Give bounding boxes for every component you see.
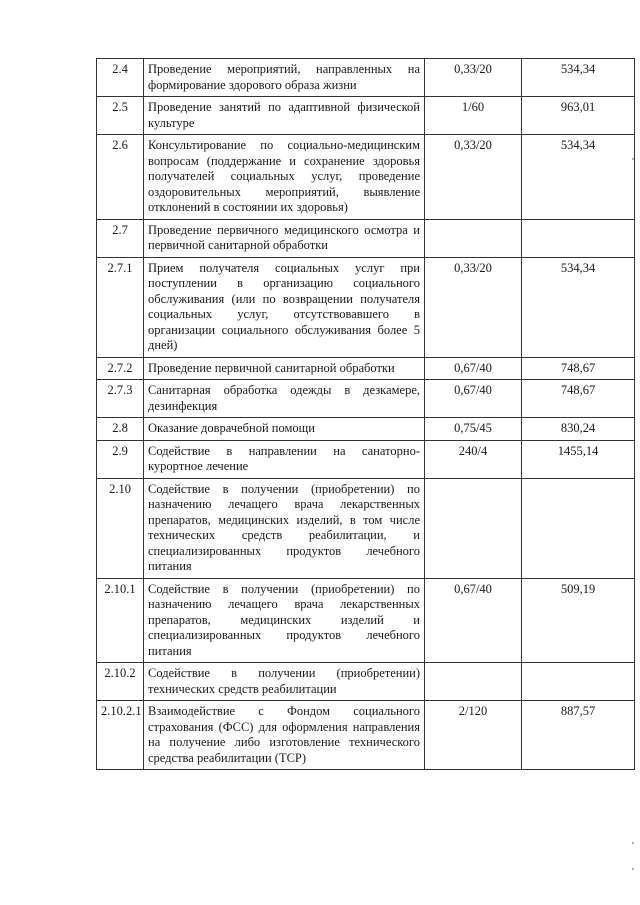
- scan-mark: [632, 158, 634, 160]
- tariff: 830,24: [522, 418, 635, 441]
- service-name: Прием получателя социальных услуг при поступлении в организацию социального обслуживания (или по возвращении получателя социальных услуг, отсутствовавшего в организации социального обслуживания более 5 дней): [144, 257, 425, 357]
- table-row: [97, 380, 635, 418]
- services-table-body: [97, 59, 635, 770]
- tariff: [522, 219, 635, 257]
- table-row: [97, 135, 635, 220]
- time-norm: 240/4: [425, 440, 522, 478]
- time-norm: 0,67/40: [425, 380, 522, 418]
- service-name: Содействие в получении (приобретении) технических средств реабилитации: [144, 663, 425, 701]
- service-name: Проведение мероприятий, направленных на формирование здорового образа жизни: [144, 59, 425, 97]
- service-name: Проведение занятий по адаптивной физической культуре: [144, 97, 425, 135]
- row-number: 2.7.2: [97, 357, 144, 380]
- service-name: Взаимодействие с Фондом социального страхования (ФСС) для оформления направления на получение либо изготовление технического средства реабилитации (ТСР): [144, 701, 425, 770]
- table-row: [97, 478, 635, 578]
- service-name: Содействие в получении (приобретении) по назначению лечащего врача лекарственных препаратов, медицинских изделий и специализированных продуктов лечебного питания: [144, 578, 425, 663]
- tariff: 509,19: [522, 578, 635, 663]
- tariff: 1455,14: [522, 440, 635, 478]
- time-norm: [425, 663, 522, 701]
- row-number: 2.7: [97, 219, 144, 257]
- row-number: 2.9: [97, 440, 144, 478]
- time-norm: 0,75/45: [425, 418, 522, 441]
- row-number: 2.8: [97, 418, 144, 441]
- tariff: [522, 663, 635, 701]
- tariff: 534,34: [522, 59, 635, 97]
- tariff: 534,34: [522, 135, 635, 220]
- time-norm: 0,67/40: [425, 578, 522, 663]
- scan-mark: [632, 868, 634, 870]
- table-row: [97, 440, 635, 478]
- row-number: 2.10.2: [97, 663, 144, 701]
- row-number: 2.10: [97, 478, 144, 578]
- time-norm: 0,33/20: [425, 257, 522, 357]
- row-number: 2.7.3: [97, 380, 144, 418]
- table-row: [97, 219, 635, 257]
- row-number: 2.7.1: [97, 257, 144, 357]
- service-name: Содействие в получении (приобретении) по назначению лечащего врача лекарственных препаратов, медицинских изделий, в том числе технических средств реабилитации, и специализированных продуктов лечебного питания: [144, 478, 425, 578]
- time-norm: [425, 478, 522, 578]
- service-name: Проведение первичного медицинского осмотра и первичной санитарной обработки: [144, 219, 425, 257]
- row-number: 2.10.1: [97, 578, 144, 663]
- service-name: Санитарная обработка одежды в дезкамере, дезинфекция: [144, 380, 425, 418]
- services-table: [96, 58, 635, 770]
- service-name: Оказание доврачебной помощи: [144, 418, 425, 441]
- row-number: 2.4: [97, 59, 144, 97]
- table-row: [97, 418, 635, 441]
- time-norm: [425, 219, 522, 257]
- table-row: [97, 59, 635, 97]
- tariff: 534,34: [522, 257, 635, 357]
- tariff: 748,67: [522, 380, 635, 418]
- row-number: 2.5: [97, 97, 144, 135]
- row-number: 2.10.2.1: [97, 701, 144, 770]
- tariff: [522, 478, 635, 578]
- table-row: [97, 97, 635, 135]
- tariff: 887,57: [522, 701, 635, 770]
- service-name: Содействие в направлении на санаторно-курортное лечение: [144, 440, 425, 478]
- service-name: Консультирование по социально-медицинским вопросам (поддержание и сохранение здоровья получателей социальных услуг, проведение оздоровительных мероприятий, выявление отклонений в состоянии их здоровья): [144, 135, 425, 220]
- row-number: 2.6: [97, 135, 144, 220]
- table-row: [97, 663, 635, 701]
- table-row: [97, 578, 635, 663]
- time-norm: 0,33/20: [425, 59, 522, 97]
- time-norm: 0,33/20: [425, 135, 522, 220]
- table-row: [97, 701, 635, 770]
- service-name: Проведение первичной санитарной обработки: [144, 357, 425, 380]
- tariff: 963,01: [522, 97, 635, 135]
- table-row: [97, 257, 635, 357]
- scan-mark: [632, 842, 634, 844]
- time-norm: 0,67/40: [425, 357, 522, 380]
- time-norm: 2/120: [425, 701, 522, 770]
- time-norm: 1/60: [425, 97, 522, 135]
- table-row: [97, 357, 635, 380]
- tariff: 748,67: [522, 357, 635, 380]
